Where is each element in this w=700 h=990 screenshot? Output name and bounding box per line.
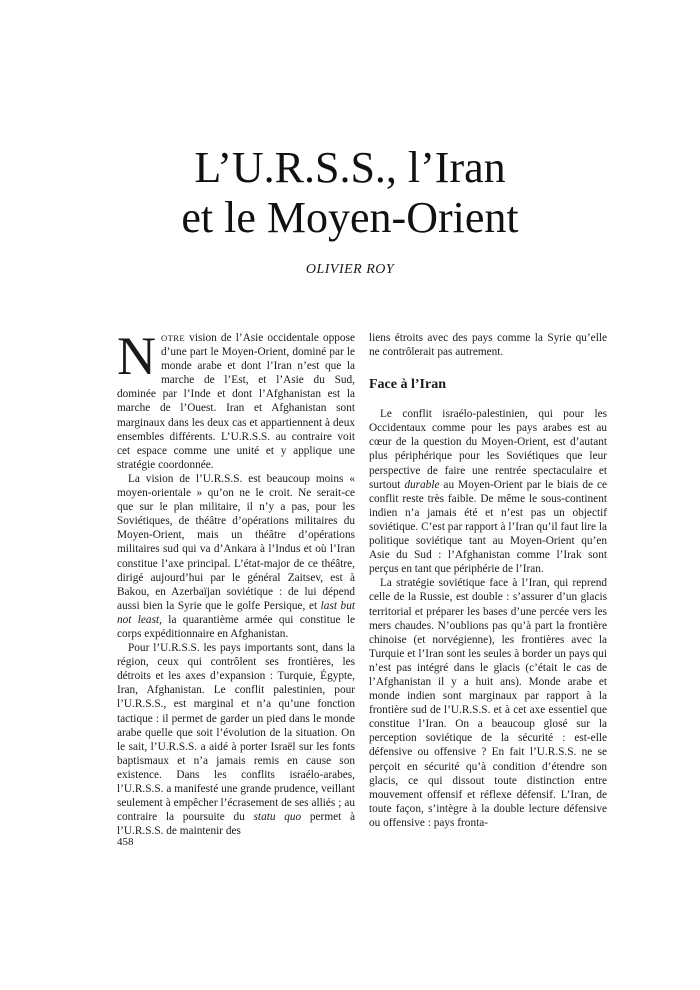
paragraph-text: vision de l’Asie occidentale oppose d’une part le Moyen-Orient, dominé par le monde arabe et dont l’Iran n’est que la marche de l’Est, et l’Asie du Sud, dominée par l’Inde et dont l’Afghanistan est la marche de l’Ouest. Iran et Afghanistan sont marginaux dans les deux cas et appartiennent à deux ensembles différents. L’U.R.S.S. au contraire voit cet espace comme une unité et y applique une stratégie coordonnée. [117, 332, 355, 471]
emphasis-text: last but not least, [117, 599, 355, 626]
emphasis-text: durable [404, 478, 440, 491]
article-title-line-2: et le Moyen-Orient [181, 193, 519, 242]
paragraph-text: au Moyen-Orient par le biais de ce conflit reste très faible. De même le sous-continent indien n’a jamais été et n’est pas un objectif soviétique. C’est par rapport à l’Iran qu’il faut lire la politique soviétique tant au Moyen-Orient qu’en Asie du Sud : l’Afghanistan comme l’Irak sont perçus en tant que périphérie de l’Iran. [369, 478, 607, 576]
drop-cap: N [117, 326, 156, 386]
opening-smallcaps: OTRE [161, 333, 186, 343]
paragraph-text: Pour l’U.R.S.S. les pays importants sont, dans la région, ceux qui contrôlent ses frontières, les détroits et les axes d’expansion : Turquie, Égypte, Iran, Afghanistan. Le conflit palestinien, pour l’U.R.S.S., est marginal et n’a qu’une fonction tactique : il permet de garder un pied dans le monde arabe quelle que soit l’évolution de la situation. On le sait, l’U.R.S.S. a aidé à porter Israël sur les fonts baptismaux et n’a jamais remis en cause son existence. Dans les conflits israélo-arabes, l’U.R.S.S. a manifesté une grande prudence, veillant seulement à empêcher l’écrasement de ses alliés ; au contraire la poursuite du [117, 642, 355, 824]
article-title-line-1: L’U.R.S.S., l’Iran [194, 143, 506, 192]
paragraph-opening [117, 326, 355, 472]
section-heading: Face à l’Iran [369, 377, 446, 393]
paragraph-text: Le conflit israélo-palestinien, qui pour les Occidentaux comme pour les pays arabes est au cœur de la question du Moyen-Orient, est d’autant plus périphérique pour les Soviétiques que leur perspective de faire une rentrée spectaculaire et surtout [369, 408, 607, 491]
paragraph [117, 641, 355, 838]
article-author: OLIVIER ROY [305, 262, 395, 277]
paragraph: La stratégie soviétique face à l’Iran, qui reprend celle de la Russie, est double : s’assurer d’un glacis territorial et préparer les bases d’une percée vers les mers chaudes. N’oublions pas qu’à part la frontière chinoise (et norvégienne), les frontières avec la Turquie et l’Iran sont les seules à border un pays qui n’est pas intégré dans le glacis (c’était le cas de l’Afghanistan il y a huit ans). Monde arabe et monde indien sont marginaux par rapport à la frontière sud de l’U.R.S.S. et à cet axe essentiel que constitue l’Iran. On a beaucoup glosé sur la perception soviétique de la sécurité : est-elle défensive ou offensive ? En fait l’U.R.S.S. ne se perçoit en sécurité qu’à condition d’étendre son glacis, ce qui dissout toute distinction entre mouvement offensif et réflexe défensif. L’Iran, de toute façon, s’intègre à la double lecture défensive ou offensive : pays fronta- [369, 577, 607, 829]
paragraph [117, 472, 355, 641]
paragraph-continuation: liens étroits avec des pays comme la Syrie qu’elle ne contrôlerait pas autrement. [369, 332, 607, 359]
emphasis-text: statu quo [253, 811, 302, 824]
right-column [369, 331, 607, 830]
paragraph-text: permet à l’U.R.S.S. de maintenir des [117, 811, 355, 838]
page-number: 458 [117, 836, 134, 848]
paragraph-text: la quarantième armée qui constitue le corps expéditionnaire en Afghanistan. [117, 613, 355, 640]
left-column [117, 326, 355, 838]
paragraph [369, 407, 607, 576]
paragraph-text: La vision de l’U.R.S.S. est beaucoup moins « moyen-orientale » qu’on ne le croit. Ne serait-ce que sur le plan militaire, il n’y a pas, pour les Soviétiques, de théâtre d’opérations militaires du Moyen-Orient, mais un théâtre d’opérations militaires sud qui va d’Ankara à l’Indus et où l’Iran constitue l’axe principal. L’état-major de ce théâtre, dirigé aujourd’hui par le général Zaitsev, est à Bakou, en Azerbaïjan soviétique : de lui dépend aussi bien la Syrie que le golfe Persique, et [117, 472, 355, 612]
